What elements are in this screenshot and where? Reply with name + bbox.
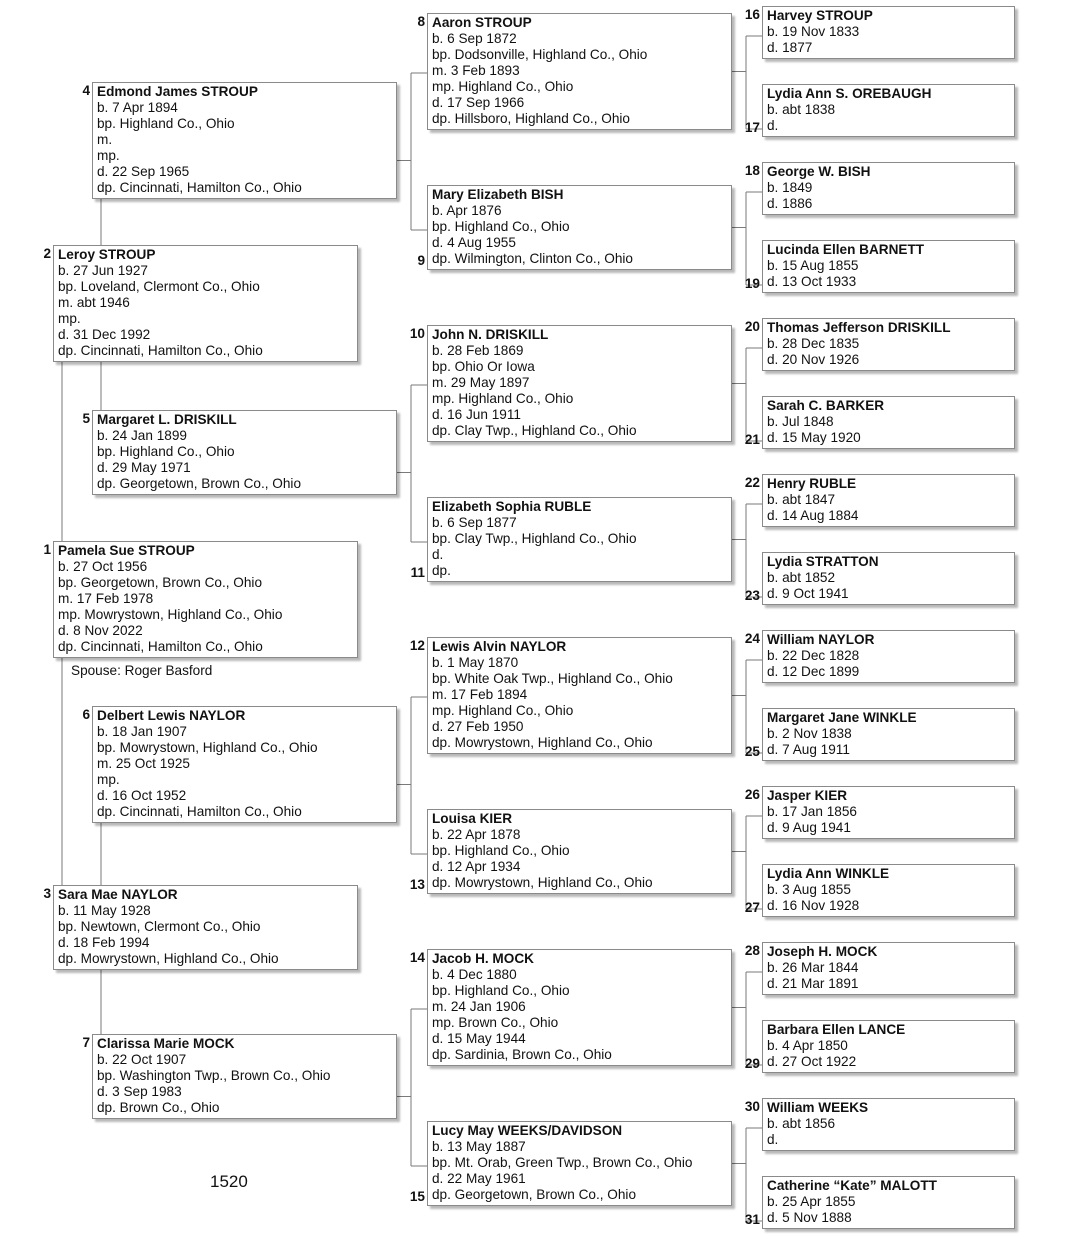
- person-detail: m. 17 Feb 1978: [58, 591, 154, 606]
- person-detail: m. abt 1946: [58, 295, 130, 310]
- person-number-9: 9: [417, 253, 425, 268]
- person-number-24: 24: [744, 631, 760, 646]
- person-number-25: 25: [744, 744, 760, 759]
- person-detail: b. 7 Apr 1894: [97, 100, 178, 115]
- person-detail: b. 25 Apr 1855: [767, 1194, 856, 1209]
- person-number-10: 10: [409, 326, 425, 341]
- person-detail: dp. Mowrystown, Highland Co., Ohio: [432, 735, 653, 750]
- person-number-13: 13: [409, 877, 425, 892]
- person-detail: b. Apr 1876: [432, 203, 502, 218]
- person-box-3: [53, 885, 358, 970]
- person-number-7: 7: [82, 1035, 90, 1050]
- person-detail: b. 2 Nov 1838: [767, 726, 852, 741]
- person-detail: d. 4 Aug 1955: [432, 235, 516, 250]
- person-detail: bp. Clay Twp., Highland Co., Ohio: [432, 531, 637, 546]
- person-name: Margaret L. DRISKILL: [97, 412, 237, 427]
- person-box-21: [762, 396, 1015, 449]
- person-detail: dp. Sardinia, Brown Co., Ohio: [432, 1047, 612, 1062]
- person-detail: d. 27 Oct 1922: [767, 1054, 857, 1069]
- person-box-27: [762, 864, 1015, 917]
- person-detail: d. 9 Oct 1941: [767, 586, 849, 601]
- person-detail: d. 31 Dec 1992: [58, 327, 151, 342]
- person-detail: mp. Brown Co., Ohio: [432, 1015, 559, 1030]
- person-box-9: [427, 185, 732, 270]
- person-detail: d. 16 Jun 1911: [432, 407, 521, 422]
- person-detail: b. 22 Oct 1907: [97, 1052, 187, 1067]
- person-detail: b. abt 1856: [767, 1116, 836, 1131]
- person-name: Catherine “Kate” MALOTT: [767, 1178, 937, 1193]
- person-detail: mp.: [97, 148, 120, 163]
- person-number-28: 28: [744, 943, 760, 958]
- person-detail: d. 20 Nov 1926: [767, 352, 860, 367]
- person-number-27: 27: [744, 900, 760, 915]
- person-name: Barbara Ellen LANCE: [767, 1022, 906, 1037]
- person-detail: m.: [97, 132, 113, 147]
- person-name: Sarah C. BARKER: [767, 398, 885, 413]
- person-name: Louisa KIER: [432, 811, 513, 826]
- person-detail: b. abt 1838: [767, 102, 836, 117]
- person-detail: d.: [767, 118, 779, 133]
- person-detail: d. 12 Dec 1899: [767, 664, 860, 679]
- person-box-6: [92, 706, 397, 823]
- person-box-24: [762, 630, 1015, 683]
- person-box-18: [762, 162, 1015, 215]
- person-box-25: [762, 708, 1015, 761]
- person-number-8: 8: [417, 14, 425, 29]
- person-detail: dp. Hillsboro, Highland Co., Ohio: [432, 111, 630, 126]
- person-number-14: 14: [409, 950, 425, 965]
- person-detail: dp. Cincinnati, Hamilton Co., Ohio: [97, 804, 302, 819]
- person-detail: b. 24 Jan 1899: [97, 428, 187, 443]
- person-number-2: 2: [43, 246, 51, 261]
- person-name: Elizabeth Sophia RUBLE: [432, 499, 592, 514]
- person-number-17: 17: [744, 120, 760, 135]
- person-detail: bp. Loveland, Clermont Co., Ohio: [58, 279, 260, 294]
- person-name: Lydia Ann S. OREBAUGH: [767, 86, 932, 101]
- person-detail: dp.: [432, 563, 451, 578]
- person-detail: dp. Brown Co., Ohio: [97, 1100, 220, 1115]
- person-detail: b. 11 May 1928: [58, 903, 151, 918]
- person-number-11: 11: [410, 565, 425, 580]
- person-detail: bp. Washington Twp., Brown Co., Ohio: [97, 1068, 331, 1083]
- person-detail: d. 5 Nov 1888: [767, 1210, 852, 1225]
- person-name: William WEEKS: [767, 1100, 869, 1115]
- person-detail: b. 6 Sep 1877: [432, 515, 517, 530]
- person-name: Thomas Jefferson DRISKILL: [767, 320, 951, 335]
- person-detail: bp. White Oak Twp., Highland Co., Ohio: [432, 671, 673, 686]
- person-detail: b. 28 Dec 1835: [767, 336, 860, 351]
- person-name: Aaron STROUP: [432, 15, 532, 30]
- person-name: Clarissa Marie MOCK: [97, 1036, 235, 1051]
- person-name: Henry RUBLE: [767, 476, 857, 491]
- person-detail: b. 19 Nov 1833: [767, 24, 860, 39]
- person-number-16: 16: [744, 7, 760, 22]
- person-detail: dp. Georgetown, Brown Co., Ohio: [97, 476, 302, 491]
- person-number-5: 5: [82, 411, 90, 426]
- person-detail: d. 12 Apr 1934: [432, 859, 521, 874]
- person-detail: d. 14 Aug 1884: [767, 508, 859, 523]
- person-name: Jasper KIER: [767, 788, 848, 803]
- person-detail: dp. Wilmington, Clinton Co., Ohio: [432, 251, 633, 266]
- person-detail: d. 15 May 1944: [432, 1031, 526, 1046]
- person-box-10: [427, 325, 732, 442]
- person-detail: d. 17 Sep 1966: [432, 95, 525, 110]
- person-number-4: 4: [82, 83, 90, 98]
- person-number-22: 22: [744, 475, 760, 490]
- person-box-16: [762, 6, 1015, 59]
- person-name: Lydia Ann WINKLE: [767, 866, 890, 881]
- person-detail: bp. Highland Co., Ohio: [432, 843, 570, 858]
- person-number-12: 12: [409, 638, 425, 653]
- person-number-3: 3: [43, 886, 51, 901]
- person-detail: dp. Mowrystown, Highland Co., Ohio: [432, 875, 653, 890]
- person-box-8: [427, 13, 732, 130]
- person-number-19: 19: [744, 276, 760, 291]
- person-name: Sara Mae NAYLOR: [58, 887, 178, 902]
- person-name: Jacob H. MOCK: [432, 951, 534, 966]
- person-box-20: [762, 318, 1015, 371]
- person-name: Lucy May WEEKS/DAVIDSON: [432, 1123, 623, 1138]
- person-number-23: 23: [744, 588, 760, 603]
- person-detail: mp. Mowrystown, Highland Co., Ohio: [58, 607, 283, 622]
- person-detail: dp. Mowrystown, Highland Co., Ohio: [58, 951, 279, 966]
- person-detail: bp. Highland Co., Ohio: [97, 116, 235, 131]
- person-number-21: 21: [744, 432, 760, 447]
- person-detail: b. 4 Apr 1850: [767, 1038, 848, 1053]
- person-detail: bp. Mt. Orab, Green Twp., Brown Co., Ohio: [432, 1155, 693, 1170]
- person-detail: d. 27 Feb 1950: [432, 719, 524, 734]
- person-detail: b. 26 Mar 1844: [767, 960, 859, 975]
- person-detail: mp. Highland Co., Ohio: [432, 79, 574, 94]
- person-detail: m. 29 May 1897: [432, 375, 530, 390]
- person-detail: d. 29 May 1971: [97, 460, 191, 475]
- person-name: John N. DRISKILL: [432, 327, 549, 342]
- person-box-22: [762, 474, 1015, 527]
- person-box-5: [92, 410, 397, 495]
- person-name: Mary Elizabeth BISH: [432, 187, 564, 202]
- person-box-15: [427, 1121, 732, 1206]
- person-name: Leroy STROUP: [58, 247, 156, 262]
- person-detail: d. 9 Aug 1941: [767, 820, 851, 835]
- person-box-28: [762, 942, 1015, 995]
- person-detail: d. 13 Oct 1933: [767, 274, 857, 289]
- person-detail: bp. Highland Co., Ohio: [97, 444, 235, 459]
- person-name: Edmond James STROUP: [97, 84, 258, 99]
- person-name: Margaret Jane WINKLE: [767, 710, 917, 725]
- person-detail: bp. Highland Co., Ohio: [432, 219, 570, 234]
- person-name: Pamela Sue STROUP: [58, 543, 195, 558]
- person-detail: b. 22 Dec 1828: [767, 648, 860, 663]
- person-name: William NAYLOR: [767, 632, 875, 647]
- person-number-20: 20: [744, 319, 760, 334]
- person-detail: b. abt 1852: [767, 570, 836, 585]
- person-box-4: [92, 82, 397, 199]
- person-number-18: 18: [744, 163, 760, 178]
- person-detail: d. 22 Sep 1965: [97, 164, 190, 179]
- person-box-1: [53, 541, 358, 658]
- person-detail: b. 6 Sep 1872: [432, 31, 517, 46]
- person-detail: d. 16 Nov 1928: [767, 898, 860, 913]
- person-detail: d. 21 Mar 1891: [767, 976, 859, 991]
- person-detail: d.: [432, 547, 444, 562]
- person-detail: b. 18 Jan 1907: [97, 724, 187, 739]
- person-detail: b. Jul 1848: [767, 414, 834, 429]
- chart-number: 1520: [210, 1172, 248, 1191]
- person-detail: b. 27 Oct 1956: [58, 559, 148, 574]
- person-detail: d. 7 Aug 1911: [767, 742, 850, 757]
- person-detail: m. 25 Oct 1925: [97, 756, 190, 771]
- person-number-6: 6: [82, 707, 90, 722]
- person-name: Lydia STRATTON: [767, 554, 879, 569]
- person-detail: b. 28 Feb 1869: [432, 343, 524, 358]
- person-detail: b. 27 Jun 1927: [58, 263, 148, 278]
- person-number-1: 1: [43, 542, 51, 557]
- person-box-19: [762, 240, 1015, 293]
- person-detail: dp. Georgetown, Brown Co., Ohio: [432, 1187, 637, 1202]
- person-detail: bp. Mowrystown, Highland Co., Ohio: [97, 740, 318, 755]
- person-box-11: [427, 497, 732, 582]
- person-detail: b. abt 1847: [767, 492, 836, 507]
- person-name: Harvey STROUP: [767, 8, 873, 23]
- person-detail: b. 17 Jan 1856: [767, 804, 857, 819]
- person-detail: dp. Cincinnati, Hamilton Co., Ohio: [58, 343, 263, 358]
- person-detail: m. 24 Jan 1906: [432, 999, 526, 1014]
- person-detail: b. 22 Apr 1878: [432, 827, 521, 842]
- person-detail: dp. Cincinnati, Hamilton Co., Ohio: [58, 639, 263, 654]
- person-box-12: [427, 637, 732, 754]
- person-detail: mp.: [97, 772, 120, 787]
- person-detail: d. 16 Oct 1952: [97, 788, 187, 803]
- person-detail: b. 13 May 1887: [432, 1139, 526, 1154]
- person-name: Joseph H. MOCK: [767, 944, 878, 959]
- person-number-26: 26: [744, 787, 760, 802]
- person-box-26: [762, 786, 1015, 839]
- person-detail: b. 1849: [767, 180, 813, 195]
- person-box-30: [762, 1098, 1015, 1151]
- person-detail: d.: [767, 1132, 779, 1147]
- person-detail: dp. Clay Twp., Highland Co., Ohio: [432, 423, 637, 438]
- person-detail: d. 15 May 1920: [767, 430, 861, 445]
- person-number-15: 15: [409, 1189, 425, 1204]
- person-detail: d. 3 Sep 1983: [97, 1084, 182, 1099]
- person-box-31: [762, 1176, 1015, 1229]
- person-name: Lewis Alvin NAYLOR: [432, 639, 567, 654]
- person-detail: mp. Highland Co., Ohio: [432, 703, 574, 718]
- person-number-29: 29: [744, 1056, 760, 1071]
- person-detail: b. 15 Aug 1855: [767, 258, 859, 273]
- person-detail: d. 8 Nov 2022: [58, 623, 143, 638]
- person-box-7: [92, 1034, 397, 1119]
- person-box-17: [762, 84, 1015, 137]
- person-box-23: [762, 552, 1015, 605]
- person-detail: bp. Dodsonville, Highland Co., Ohio: [432, 47, 648, 62]
- spouse-label: Spouse: Roger Basford: [71, 663, 213, 678]
- person-detail: d. 22 May 1961: [432, 1171, 526, 1186]
- person-detail: b. 3 Aug 1855: [767, 882, 851, 897]
- person-number-30: 30: [744, 1099, 760, 1114]
- person-detail: bp. Highland Co., Ohio: [432, 983, 570, 998]
- person-name: George W. BISH: [767, 164, 871, 179]
- person-box-13: [427, 809, 732, 894]
- person-detail: m. 3 Feb 1893: [432, 63, 520, 78]
- person-name: Lucinda Ellen BARNETT: [767, 242, 925, 257]
- person-box-2: [53, 245, 358, 362]
- person-detail: bp. Ohio Or Iowa: [432, 359, 535, 374]
- person-detail: b. 1 May 1870: [432, 655, 519, 670]
- person-detail: bp. Newtown, Clermont Co., Ohio: [58, 919, 261, 934]
- person-name: Delbert Lewis NAYLOR: [97, 708, 246, 723]
- person-detail: dp. Cincinnati, Hamilton Co., Ohio: [97, 180, 302, 195]
- person-box-14: [427, 949, 732, 1066]
- person-detail: mp.: [58, 311, 81, 326]
- person-detail: m. 17 Feb 1894: [432, 687, 528, 702]
- person-detail: bp. Georgetown, Brown Co., Ohio: [58, 575, 263, 590]
- person-detail: b. 4 Dec 1880: [432, 967, 517, 982]
- person-detail: d. 18 Feb 1994: [58, 935, 150, 950]
- person-box-29: [762, 1020, 1015, 1073]
- person-number-31: 31: [744, 1212, 760, 1227]
- person-detail: d. 1877: [767, 40, 813, 55]
- person-detail: d. 1886: [767, 196, 813, 211]
- person-detail: mp. Highland Co., Ohio: [432, 391, 574, 406]
